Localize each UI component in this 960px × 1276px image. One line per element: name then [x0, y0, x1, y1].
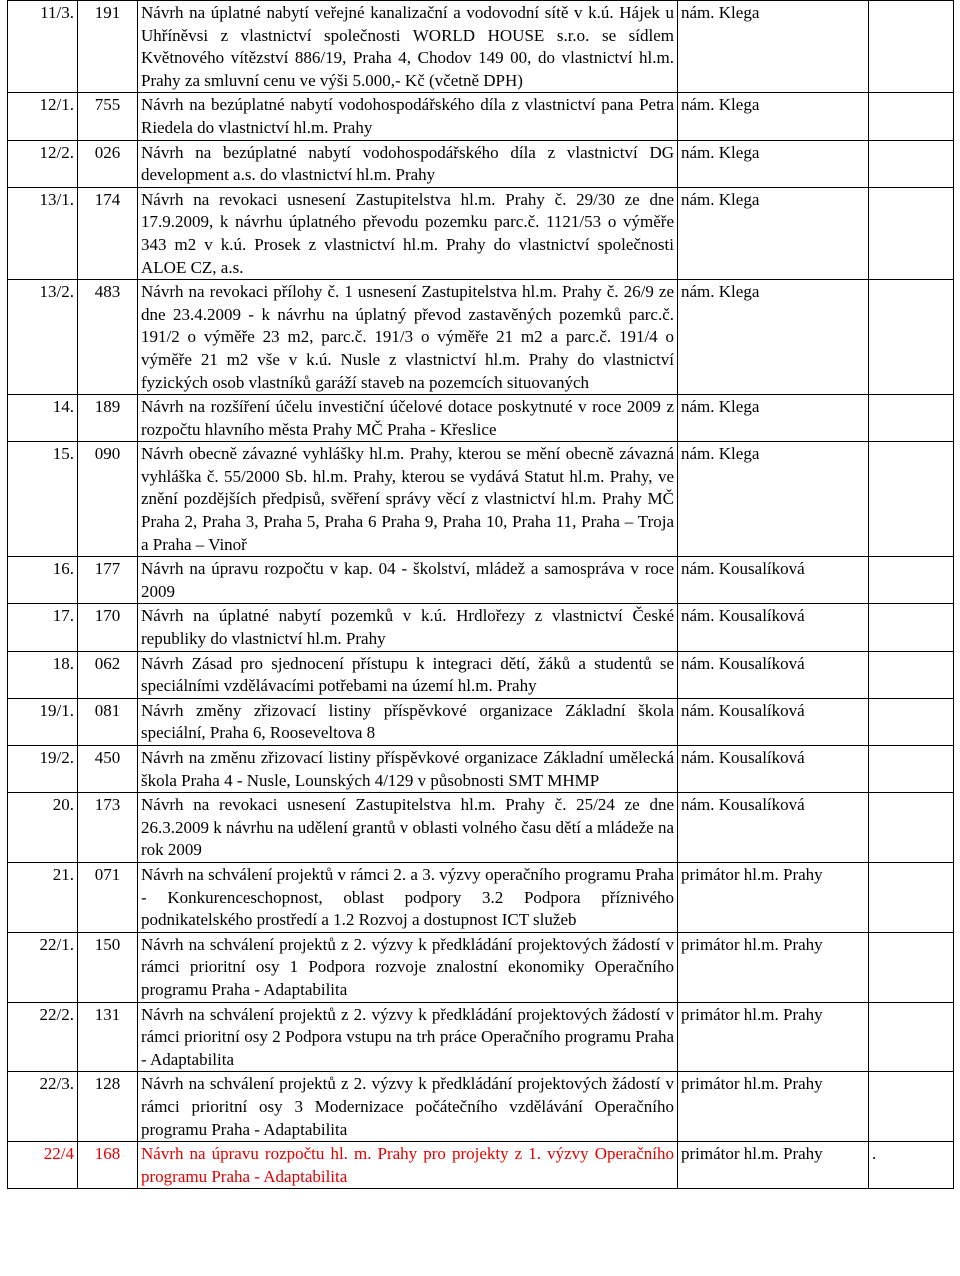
table-row	[8, 187, 954, 279]
presenter: primátor hl.m. Prahy	[678, 1142, 869, 1189]
note	[869, 862, 954, 932]
note	[869, 187, 954, 279]
item-description: Návrh na úplatné nabytí veřejné kanalizační a vodovodní sítě v k.ú. Hájek u Uhříněvsi z vlastnictví společnosti WORLD HOUSE s.r.o. se sídlem Květnového vítězství 886/19, Praha 4, Chodov 149 00, do vlastnictví hl.m. Prahy za smluvní cenu ve výši 5.000,- Kč (včetně DPH)	[138, 1, 678, 93]
table-row	[8, 93, 954, 140]
table-row	[8, 1, 954, 93]
note	[869, 1072, 954, 1142]
presenter: nám. Kousalíková	[678, 604, 869, 651]
table-row	[8, 793, 954, 863]
item-number: 18.	[8, 651, 78, 698]
note	[869, 395, 954, 442]
print-number: 168	[78, 1142, 138, 1189]
note	[869, 1, 954, 93]
item-number: 22/1.	[8, 932, 78, 1002]
item-number: 11/3.	[8, 1, 78, 93]
table-row	[8, 280, 954, 395]
table-row	[8, 932, 954, 1002]
note	[869, 932, 954, 1002]
item-number: 16.	[8, 557, 78, 604]
item-number: 20.	[8, 793, 78, 863]
item-number: 13/2.	[8, 280, 78, 395]
item-description: Návrh na rozšíření účelu investiční účelové dotace poskytnuté v roce 2009 z rozpočtu hlavního města Prahy MČ Praha - Křeslice	[138, 395, 678, 442]
item-number: 13/1.	[8, 187, 78, 279]
table-row	[8, 1002, 954, 1072]
print-number: 128	[78, 1072, 138, 1142]
table-row	[8, 1142, 954, 1189]
table-row	[8, 557, 954, 604]
presenter: nám. Klega	[678, 395, 869, 442]
presenter: nám. Klega	[678, 140, 869, 187]
table-row	[8, 698, 954, 745]
item-number: 22/2.	[8, 1002, 78, 1072]
table-row	[8, 442, 954, 557]
item-description: Návrh na úpravu rozpočtu v kap. 04 - školství, mládež a samospráva v roce 2009	[138, 557, 678, 604]
presenter: nám. Klega	[678, 280, 869, 395]
print-number: 450	[78, 746, 138, 793]
print-number: 081	[78, 698, 138, 745]
print-number: 150	[78, 932, 138, 1002]
presenter: primátor hl.m. Prahy	[678, 1002, 869, 1072]
presenter: nám. Klega	[678, 1, 869, 93]
note	[869, 557, 954, 604]
item-description: Návrh na revokaci usnesení Zastupitelstva hl.m. Prahy č. 29/30 ze dne 17.9.2009, k návrhu úplatného převodu pozemku parc.č. 1121/53 o výměře 343 m2 v k.ú. Prosek z vlastnictví hl.m. Prahy do vlastnictví společnosti ALOE CZ, a.s.	[138, 187, 678, 279]
item-number: 17.	[8, 604, 78, 651]
item-number: 22/4	[8, 1142, 78, 1189]
presenter: nám. Kousalíková	[678, 651, 869, 698]
agenda-table	[7, 0, 954, 1189]
print-number: 026	[78, 140, 138, 187]
note	[869, 280, 954, 395]
item-number: 19/1.	[8, 698, 78, 745]
presenter: nám. Klega	[678, 93, 869, 140]
item-number: 22/3.	[8, 1072, 78, 1142]
table-row	[8, 604, 954, 651]
print-number: 131	[78, 1002, 138, 1072]
table-row	[8, 1072, 954, 1142]
item-description: Návrh na změnu zřizovací listiny příspěvkové organizace Základní umělecká škola Praha 4 - Nusle, Lounských 4/129 v působnosti SMT MHMP	[138, 746, 678, 793]
item-description: Návrh na revokaci usnesení Zastupitelstva hl.m. Prahy č. 25/24 ze dne 26.3.2009 k návrhu na udělení grantů v oblasti volného času dětí a mládeže na rok 2009	[138, 793, 678, 863]
print-number: 191	[78, 1, 138, 93]
item-description: Návrh na úplatné nabytí pozemků v k.ú. Hrdlořezy z vlastnictví České republiky do vlastnictví hl.m. Prahy	[138, 604, 678, 651]
item-description: Návrh na revokaci přílohy č. 1 usnesení Zastupitelstva hl.m. Prahy č. 26/9 ze dne 23.4.2009 - k návrhu na úplatný převod zastavěných pozemků parc.č. 191/2 o výměře 23 m2, parc.č. 191/3 o výměře 21 m2 a parc.č. 191/4 o výměře 21 m2 vše v k.ú. Nusle z vlastnictví hl.m. Prahy do vlastnictví fyzických osob vlastníků garáží staveb na pozemcích situovaných	[138, 280, 678, 395]
print-number: 755	[78, 93, 138, 140]
note	[869, 698, 954, 745]
table-row	[8, 140, 954, 187]
print-number: 174	[78, 187, 138, 279]
agenda-body	[8, 1, 954, 1189]
print-number: 173	[78, 793, 138, 863]
presenter: nám. Klega	[678, 187, 869, 279]
note	[869, 1002, 954, 1072]
print-number: 170	[78, 604, 138, 651]
presenter: nám. Klega	[678, 442, 869, 557]
note	[869, 651, 954, 698]
note	[869, 793, 954, 863]
note	[869, 442, 954, 557]
table-row	[8, 395, 954, 442]
presenter: primátor hl.m. Prahy	[678, 862, 869, 932]
item-number: 12/2.	[8, 140, 78, 187]
item-description: Návrh na schválení projektů z 2. výzvy k předkládání projektových žádostí v rámci prioritní osy 1 Podpora rozvoje znalostní ekonomiky Operačního programu Praha - Adaptabilita	[138, 932, 678, 1002]
item-description: Návrh Zásad pro sjednocení přístupu k integraci dětí, žáků a studentů se speciálními vzdělávacími potřebami na území hl.m. Prahy	[138, 651, 678, 698]
item-number: 19/2.	[8, 746, 78, 793]
print-number: 177	[78, 557, 138, 604]
table-row	[8, 746, 954, 793]
item-description: Návrh obecně závazné vyhlášky hl.m. Prahy, kterou se mění obecně závazná vyhláška č. 55/2000 Sb. hl.m. Prahy, kterou se vydává Statut hl.m. Prahy, ve znění pozdějších předpisů, svěření správy věcí z vlastnictví hl.m. Prahy MČ Praha 2, Praha 3, Praha 5, Praha 6 Praha 9, Praha 10, Praha 11, Praha – Troja a Praha – Vinoř	[138, 442, 678, 557]
item-number: 15.	[8, 442, 78, 557]
note	[869, 746, 954, 793]
note	[869, 140, 954, 187]
item-description: Návrh na schválení projektů z 2. výzvy k předkládání projektových žádostí v rámci prioritní osy 3 Modernizace počátečního vzdělávání Operačního programu Praha - Adaptabilita	[138, 1072, 678, 1142]
item-number: 21.	[8, 862, 78, 932]
item-description: Návrh na schválení projektů z 2. výzvy k předkládání projektových žádostí v rámci prioritní osy 2 Podpora vstupu na trh práce Operačního programu Praha - Adaptabilita	[138, 1002, 678, 1072]
presenter: primátor hl.m. Prahy	[678, 932, 869, 1002]
print-number: 062	[78, 651, 138, 698]
item-description: Návrh změny zřizovací listiny příspěvkové organizace Základní škola speciální, Praha 6, Rooseveltova 8	[138, 698, 678, 745]
presenter: nám. Kousalíková	[678, 746, 869, 793]
presenter: primátor hl.m. Prahy	[678, 1072, 869, 1142]
presenter: nám. Kousalíková	[678, 557, 869, 604]
item-description: Návrh na bezúplatné nabytí vodohospodářského díla z vlastnictví DG development a.s. do vlastnictví hl.m. Prahy	[138, 140, 678, 187]
table-row	[8, 862, 954, 932]
item-number: 12/1.	[8, 93, 78, 140]
table-row	[8, 651, 954, 698]
print-number: 189	[78, 395, 138, 442]
presenter: nám. Kousalíková	[678, 793, 869, 863]
item-description: Návrh na bezúplatné nabytí vodohospodářského díla z vlastnictví pana Petra Riedela do vlastnictví hl.m. Prahy	[138, 93, 678, 140]
presenter: nám. Kousalíková	[678, 698, 869, 745]
print-number: 090	[78, 442, 138, 557]
item-description: Návrh na úpravu rozpočtu hl. m. Prahy pro projekty z 1. výzvy Operačního programu Praha - Adaptabilita	[138, 1142, 678, 1189]
print-number: 483	[78, 280, 138, 395]
note	[869, 93, 954, 140]
note: .	[869, 1142, 954, 1189]
note	[869, 604, 954, 651]
item-description: Návrh na schválení projektů v rámci 2. a 3. výzvy operačního programu Praha - Konkurenceschopnost, oblast podpory 3.2 Podpora příznivého podnikatelského prostředí a 1.2 Rozvoj a dostupnost ICT služeb	[138, 862, 678, 932]
print-number: 071	[78, 862, 138, 932]
item-number: 14.	[8, 395, 78, 442]
